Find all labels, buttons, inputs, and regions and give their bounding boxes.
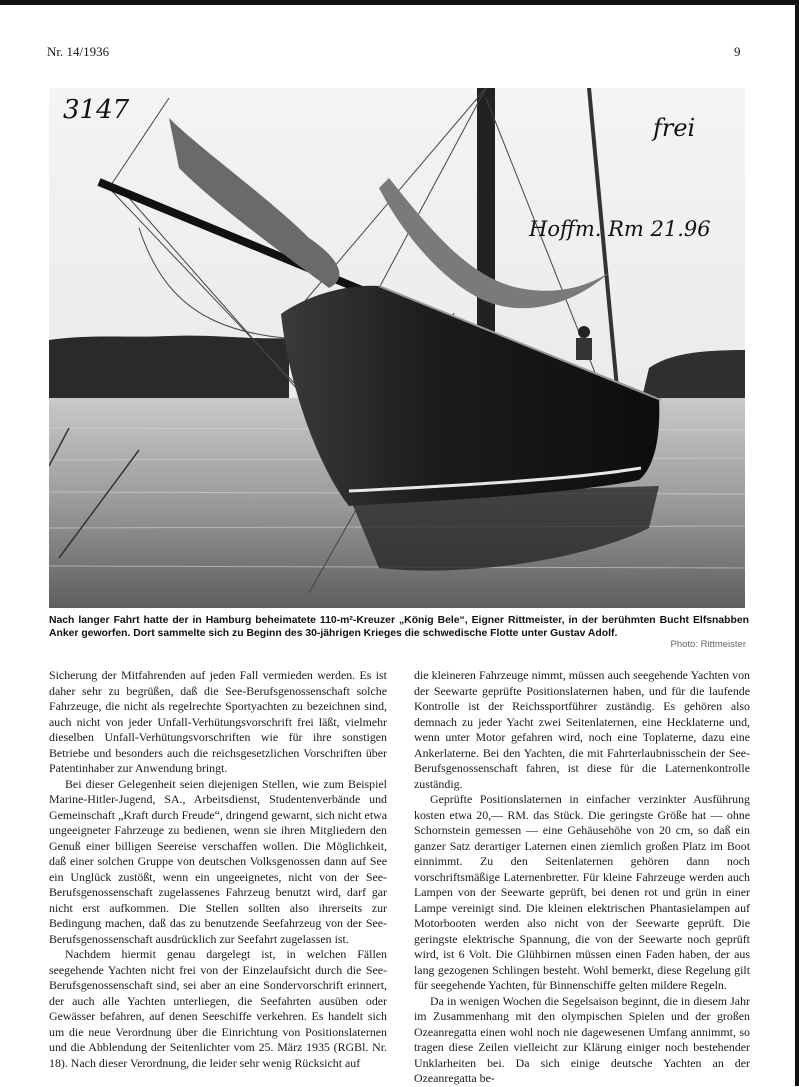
paragraph: Sicherung der Mitfahrenden auf jeden Fall vermieden werden. Es ist daher sehr zu begrüßen, daß die See-Berufsgenossenschaft solche Fahrzeuge, die nicht als regelrechte Sportyachten zu bezeichnen sind, auch nicht von jeder Unfall-Verhütungsvorschrift frei läßt, vielmehr dieselben Unfall-Verhütungsvorschriften wie für ihre sonstigen Betriebe und besonders auch die reichsgesetzlichen Vorschriften über Patentinhaber zur Anwendung bringt.: [49, 668, 387, 775]
handwritten-frei: frei: [653, 114, 696, 142]
article-column-right: [414, 668, 750, 1087]
sailboat-photo: [49, 88, 745, 608]
scan-border-right: [795, 0, 799, 1086]
issue-number: Nr. 14/1936: [47, 44, 110, 59]
paragraph: Da in wenigen Wochen die Segelsaison beginnt, die in diesem Jahr im Zusammenhang mit den olympischen Spielen und der großen Ozeanregatta einen wohl noch nie dagewesenen Umfang annimmt, so tragen diese Zeilen vielleicht zur Klärung einiger noch bestehender Unklarheiten bei. Da sich einige deutsche Yachten an der Ozeanregatta be-: [414, 993, 750, 1085]
paragraph: Geprüfte Positionslaternen in einfacher verzinkter Ausführung kosten etwa 20,— RM. das Stück. Die geringste Größe hat — ohne Schornstein gemessen — eine Gehäusehöhe von 20 cm, so daß ein ganzer Satz derartiger Laternen einen ziemlich großen Platz im Boot einnimmt. Zu den Seitenlaternen gehören dann noch vorschriftsmäßige Laternenbretter. Für kleine Fahrzeuge werden auch Lampen von der Seewarte geprüft, bei denen rot und grün in einer Lampe vereinigt sind. Die kleinen elektrischen Phantasielampen auf Motorbooten werden also nicht von der Seewarte geprüft. Die geringste elektrische Spannung, die von der Seewarte noch geprüft wird, ist 6 Volt. Die Glühbirnen müssen einen Faden haben, der aus lang gezogenen Schlingen besteht. Wohl bemerkt, diese Regelung gilt für seegehende Yachten, für Binnenschiffe gelten mildere Regeln.: [414, 792, 750, 992]
article-column-left: [49, 668, 387, 1071]
photo-credit: Photo: Rittmeister: [670, 639, 746, 650]
handwritten-note: Hoffm. Rm 21.96: [529, 217, 711, 241]
scan-border-top: [0, 0, 799, 5]
handwritten-number: 3147: [63, 95, 130, 125]
paragraph: Bei dieser Gelegenheit seien diejenigen Stellen, wie zum Beispiel Marine-Hitler-Jugend, SA., Arbeitsdienst, Studentenverbände und Gemeinschaft „Kraft durch Freude“, dringend gewarnt, sich nicht etwa ungeeigneter Fahrzeuge zu bedienen, wenn sie ihren Mitgliedern den Genuß einer billigen Seereise verschaffen wollen. Die Möglichkeit, daß einer solchen Gruppe von deutschen Volksgenossen dann auf See ein Unglück zustößt, wenn ein ungeeignetes, nicht von der See-Berufsgenossenschaft zugelassenes Fahrzeug benutzt wird, darf gar nicht erst aufkommen. Die Stellen sollten also ihrerseits zur Bedingung machen, daß das zu benutzende Seefahrzeug von der See-Berufsgenossenschaft ausdrücklich zur Seefahrt zugelassen ist.: [49, 776, 387, 946]
photo-caption: Nach langer Fahrt hatte der in Hamburg beheimatete 110-m²-Kreuzer „König Bele“, Eigner Rittmeister, in der berühmten Bucht Elfsnabben Anker geworfen. Dort sammelte sich zu Beginn des 30-jährigen Krieges die schwedische Flotte unter Gustav Adolf.: [49, 615, 749, 639]
paragraph: die kleineren Fahrzeuge nimmt, müssen auch seegehende Yachten von der Seewarte geprüfte Positionslaternen haben, und für die laufende Kontrolle ist der Reichssportführer zuständig. Es gehören also demnach zu jeder Yacht zwei Seitenlaternen, eine Hecklaterne und, wenn unter Motor gefahren wird, noch eine Toplaterne, dazu eine Ankerlaterne. Bei den Yachten, die mit Fahrterlaubnisschein der See-Berufsgenossenschaft fahren, ist diese für die Laternenkontrolle zuständig.: [414, 668, 750, 791]
paragraph: Nachdem hiermit genau dargelegt ist, in welchen Fällen seegehende Yachten nicht frei von der Einzelaufsicht durch die See-Berufsgenossenschaft sind, sei aber an eine Sondervorschrift erinnert, der auch alle Yachten unterliegen, die Seefahrten ausüben oder Gewässer befahren, auf denen Seeschiffe verkehren. Es handelt sich um die neue Verordnung über die Einrichtung von Positionslaternen und die Abblendung der Seitenlichter vom 25. März 1935 (RGBl. Nr. 18). Nach dieser Verordnung, die leider sehr wenig Rücksicht auf: [49, 947, 387, 1070]
page-number: 9: [734, 44, 741, 59]
